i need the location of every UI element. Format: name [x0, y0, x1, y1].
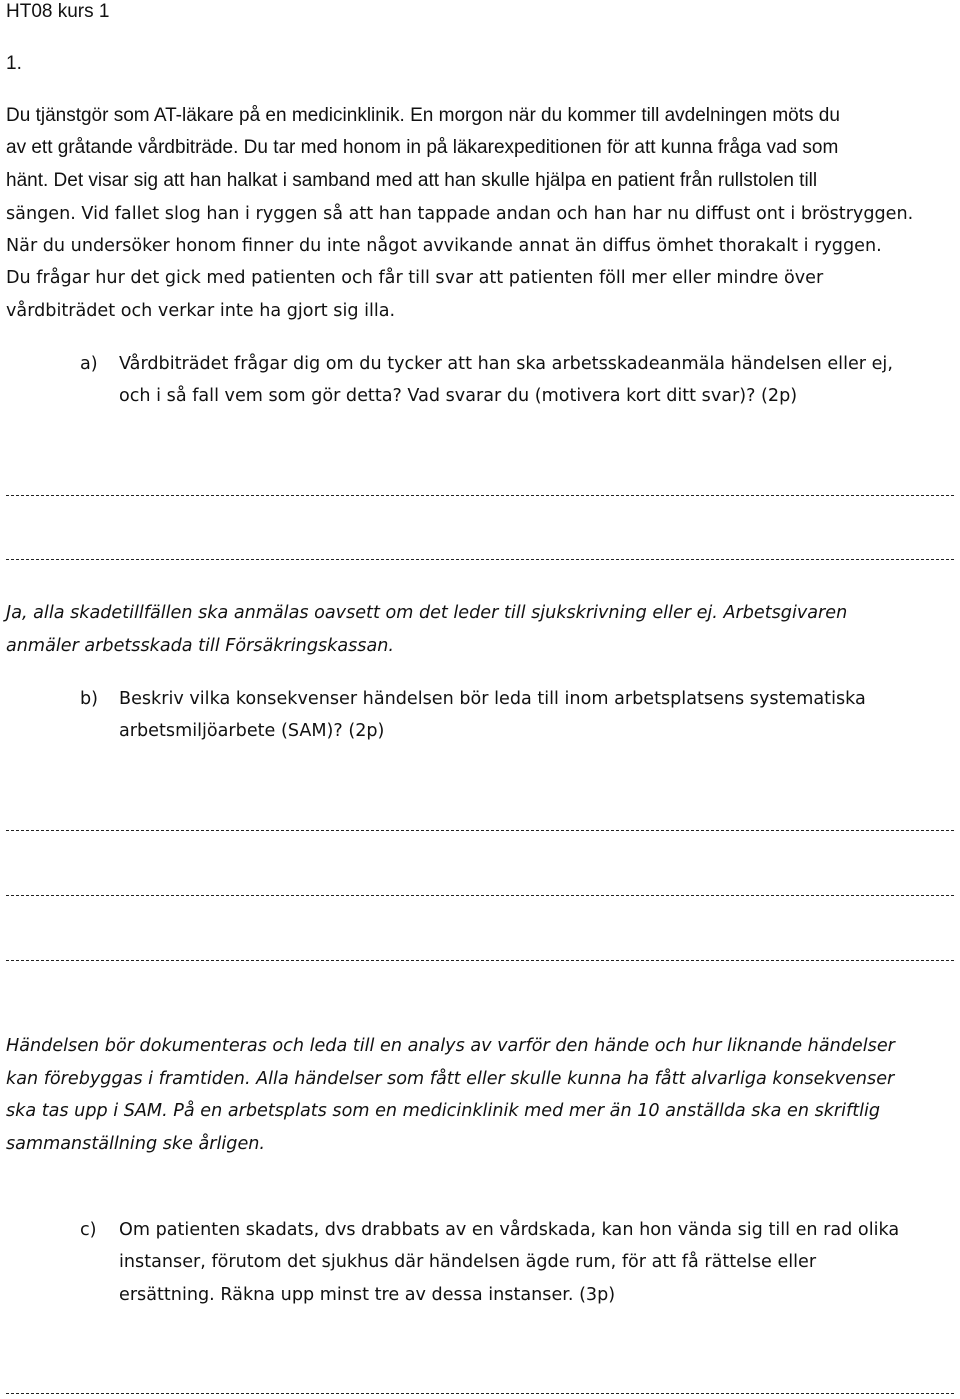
intro-line: När du undersöker honom finner du inte något avvikande annat än diffus ömhet thorakalt i ryggen. — [6, 236, 882, 256]
part-a-question-line: Vårdbiträdet frågar dig om du tycker att han ska arbetsskadeanmäla händelsen eller ej, — [119, 354, 893, 374]
part-b-question-line: arbetsmiljöarbete (SAM)? (2p) — [119, 721, 385, 741]
document-header: HT08 kurs 1 — [6, 1, 110, 22]
answer-dashed-line — [6, 830, 954, 831]
question-number: 1. — [6, 53, 22, 74]
part-c-label: c) — [80, 1220, 97, 1240]
answer-dashed-line — [6, 895, 954, 896]
part-a-label: a) — [80, 354, 98, 374]
part-b-answer-line: ska tas upp i SAM. På en arbetsplats som en medicinklinik med mer än 10 anställda ska en skriftlig — [6, 1101, 881, 1121]
intro-line: vårdbiträdet och verkar inte ha gjort sig illa. — [6, 301, 396, 321]
answer-dashed-line — [6, 495, 954, 496]
intro-line: sängen. Vid fallet slog han i ryggen så att han tappade andan och han har nu diffust ont i bröstryggen. — [6, 204, 914, 224]
part-c-question-line: ersättning. Räkna upp minst tre av dessa instanser. (3p) — [119, 1285, 616, 1305]
answer-dashed-line — [6, 559, 954, 560]
part-a-answer-line: Ja, alla skadetillfällen ska anmälas oavsett om det leder till sjukskrivning eller ej. Arbetsgivaren — [6, 603, 848, 623]
part-a-question-line: och i så fall vem som gör detta? Vad svarar du (motivera kort ditt svar)? (2p) — [119, 386, 798, 406]
part-b-answer-line: Händelsen bör dokumenteras och leda till en analys av varför den hände och hur liknande händelser — [6, 1036, 895, 1056]
intro-line: Du tjänstgör som AT-läkare på en medicinklinik. En morgon när du kommer till avdelningen möts du — [6, 105, 840, 126]
answer-dashed-line — [6, 1393, 954, 1394]
part-b-answer-line: kan förebyggas i framtiden. Alla händelser som fått eller skulle kunna ha fått alvarliga konsekvenser — [6, 1069, 895, 1089]
intro-line: hänt. Det visar sig att han halkat i samband med att han skulle hjälpa en patient från rullstolen till — [6, 170, 818, 191]
intro-line: Du frågar hur det gick med patienten och får till svar att patienten föll mer eller mindre över — [6, 268, 824, 288]
part-b-label: b) — [80, 689, 99, 709]
part-c-question-line: Om patienten skadats, dvs drabbats av en vårdskada, kan hon vända sig till en rad olika — [119, 1220, 900, 1240]
part-b-answer-line: sammanställning ske årligen. — [6, 1134, 266, 1154]
part-b-question-line: Beskriv vilka konsekvenser händelsen bör leda till inom arbetsplatsens systematiska — [119, 689, 866, 709]
answer-dashed-line — [6, 960, 954, 961]
part-c-question-line: instanser, förutom det sjukhus där händelsen ägde rum, för att få rättelse eller — [119, 1252, 817, 1272]
part-a-answer-line: anmäler arbetsskada till Försäkringskassan. — [6, 636, 394, 656]
intro-line: av ett gråtande vårdbiträde. Du tar med honom in på läkarexpeditionen för att kunna fråga vad som — [6, 137, 839, 158]
